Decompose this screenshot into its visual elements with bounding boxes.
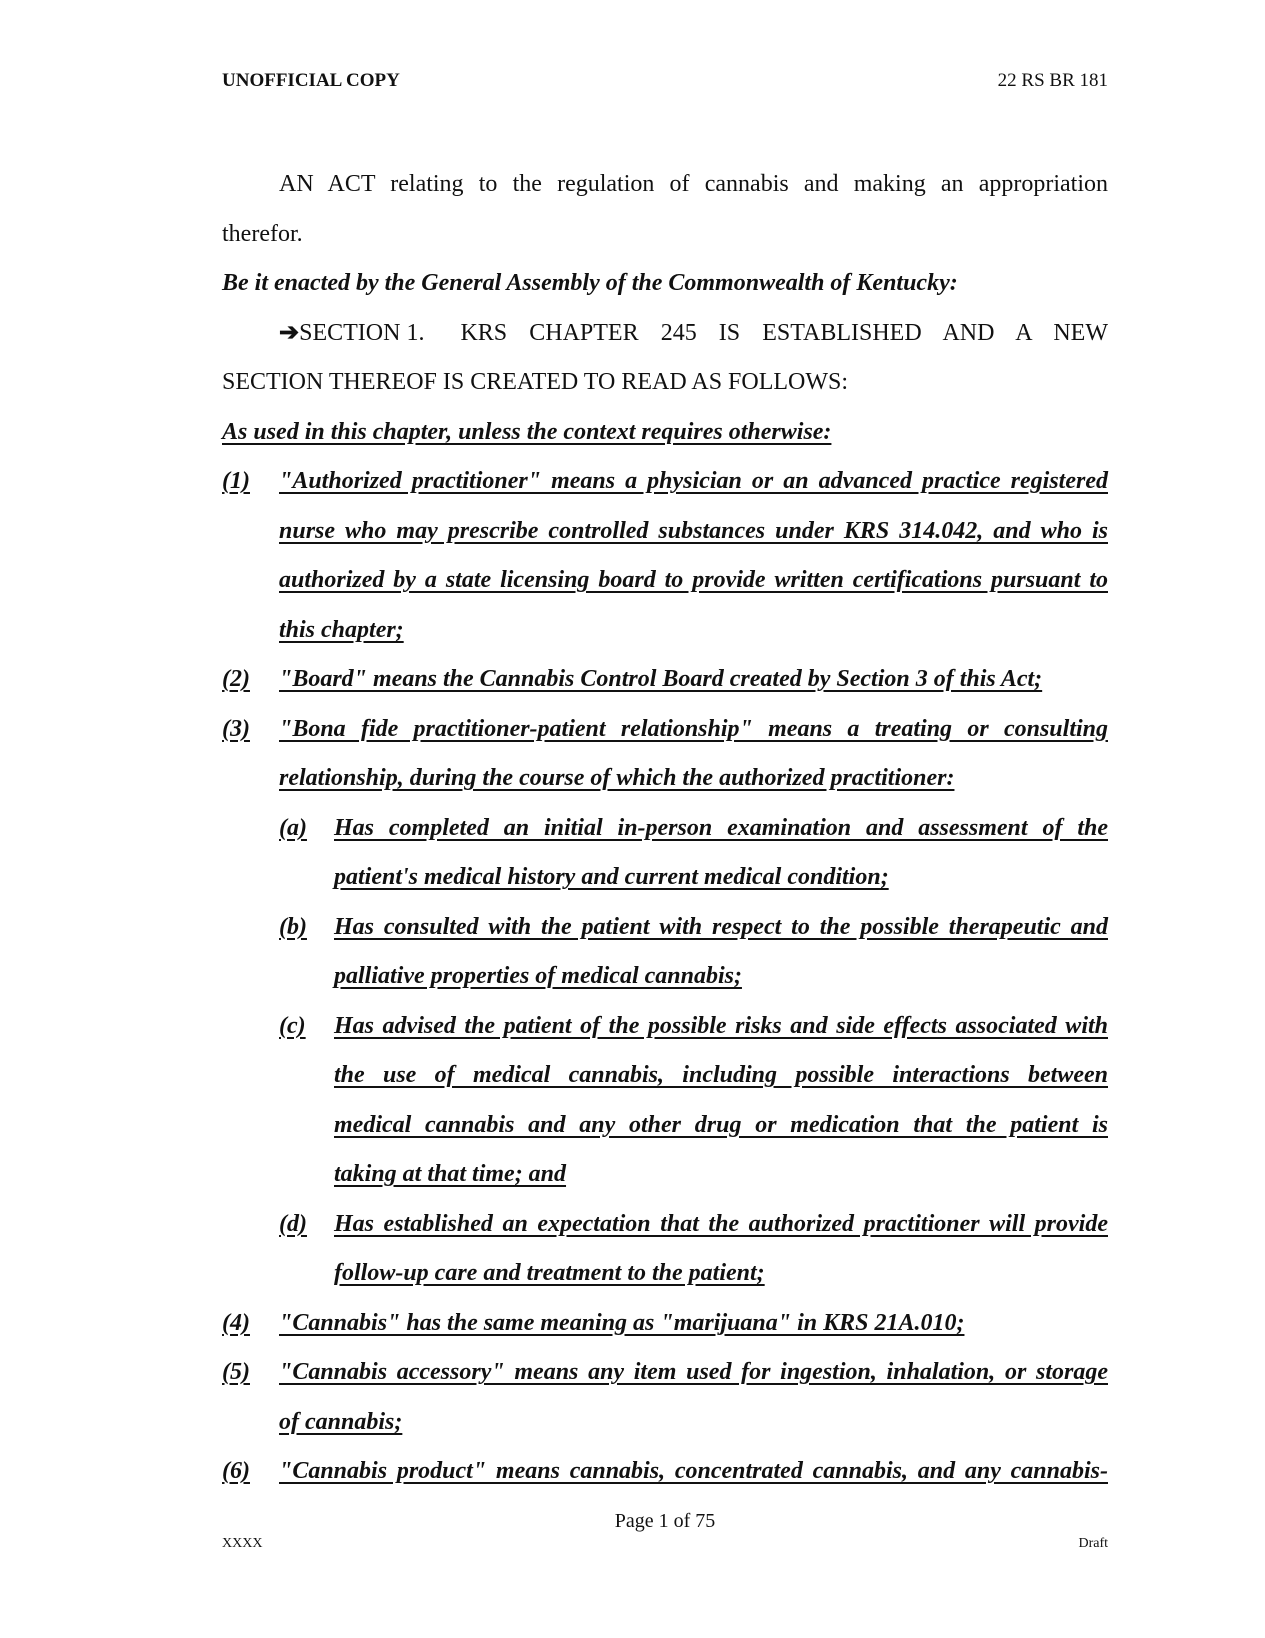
- sub-item: [222, 804, 1108, 854]
- section-heading-line-2: SECTION THEREOF IS CREATED TO READ AS FOLLOWS:: [222, 369, 849, 395]
- item-text: Has completed an initial in-person examination and assessment of the: [334, 814, 1108, 841]
- header-bill-request: 22 RS BR 181: [997, 70, 1108, 91]
- sub-item-continuation: palliative properties of medical cannabis;: [334, 963, 742, 989]
- document-body: [222, 160, 1108, 1497]
- item-text: "Cannabis accessory" means any item used for ingestion, inhalation, or storage: [279, 1359, 1108, 1385]
- definition-item: [222, 1447, 1108, 1497]
- footer-code: XXXX: [222, 1536, 263, 1551]
- enacting-clause: Be it enacted by the General Assembly of the Commonwealth of Kentucky:: [222, 270, 958, 296]
- item-text: "Board" means the Cannabis Control Board created by Section 3 of this Act;: [279, 666, 1043, 692]
- definition-continuation: authorized by a state licensing board to provide written certifications pursuant to: [279, 567, 1108, 593]
- sub-item-continuation: taking at that time; and: [334, 1161, 567, 1187]
- definition-item: [222, 1348, 1108, 1398]
- item-number: (c): [279, 1012, 306, 1039]
- sub-item: [222, 1002, 1108, 1052]
- sub-item-continuation: the use of medical cannabis, including possible interactions between: [334, 1062, 1108, 1088]
- section-label: SECTION 1.: [299, 319, 425, 346]
- item-number: (d): [279, 1210, 307, 1237]
- definition-continuation: this chapter;: [279, 616, 404, 643]
- item-number: (4): [222, 1309, 250, 1336]
- act-title-line-2: therefor.: [222, 220, 303, 247]
- act-title-line-1: AN ACT relating to the regulation of cannabis and making an appropriation: [279, 171, 1108, 197]
- item-text: "Authorized practitioner" means a physician or an advanced practice registered: [279, 468, 1108, 494]
- item-text: Has established an expectation that the authorized practitioner will provide: [334, 1210, 1108, 1237]
- header-unofficial-copy: UNOFFICIAL COPY: [222, 70, 400, 91]
- item-number: (3): [222, 715, 250, 742]
- item-text: "Cannabis" has the same meaning as "marijuana" in KRS 21A.010;: [279, 1309, 965, 1336]
- item-number: (a): [279, 814, 307, 841]
- item-text: Has consulted with the patient with respect to the possible therapeutic and: [334, 913, 1108, 940]
- section-heading-text: KRS CHAPTER 245 IS ESTABLISHED AND A NEW: [460, 319, 1108, 346]
- definition-continuation: of cannabis;: [279, 1408, 403, 1435]
- item-text: "Cannabis product" means cannabis, concentrated cannabis, and any cannabis-: [279, 1458, 1108, 1484]
- definition-item: [222, 655, 1108, 705]
- sub-item: [222, 903, 1108, 953]
- definitions-intro: As used in this chapter, unless the context requires otherwise:: [222, 418, 832, 445]
- page-number: Page 1 of 75: [614, 1510, 716, 1532]
- definition-item: [222, 1299, 1108, 1349]
- arrow-right-icon: ➔: [279, 319, 300, 346]
- footer-status: Draft: [1078, 1536, 1108, 1551]
- item-text: "Bona fide practitioner-patient relationship" means a treating or consulting: [279, 715, 1108, 742]
- sub-item-continuation: patient's medical history and current medical condition;: [334, 864, 889, 890]
- item-number: (5): [222, 1359, 250, 1385]
- sub-item: [222, 1200, 1108, 1250]
- definition-item: [222, 705, 1108, 755]
- sub-item-continuation: medical cannabis and any other drug or medication that the patient is: [334, 1111, 1108, 1138]
- definition-continuation: nurse who may prescribe controlled substances under KRS 314.042, and who is: [279, 517, 1108, 544]
- definitions-list: [222, 457, 1108, 1497]
- item-number: (b): [279, 913, 307, 940]
- sub-item-continuation: follow-up care and treatment to the patient;: [334, 1260, 765, 1286]
- item-number: (1): [222, 468, 250, 494]
- definition-continuation: relationship, during the course of which the authorized practitioner:: [279, 765, 955, 791]
- definition-item: [222, 457, 1108, 507]
- item-text: Has advised the patient of the possible risks and side effects associated with: [334, 1012, 1108, 1039]
- item-number: (2): [222, 666, 250, 692]
- item-number: (6): [222, 1458, 250, 1484]
- section-heading-line-1: [222, 309, 1108, 359]
